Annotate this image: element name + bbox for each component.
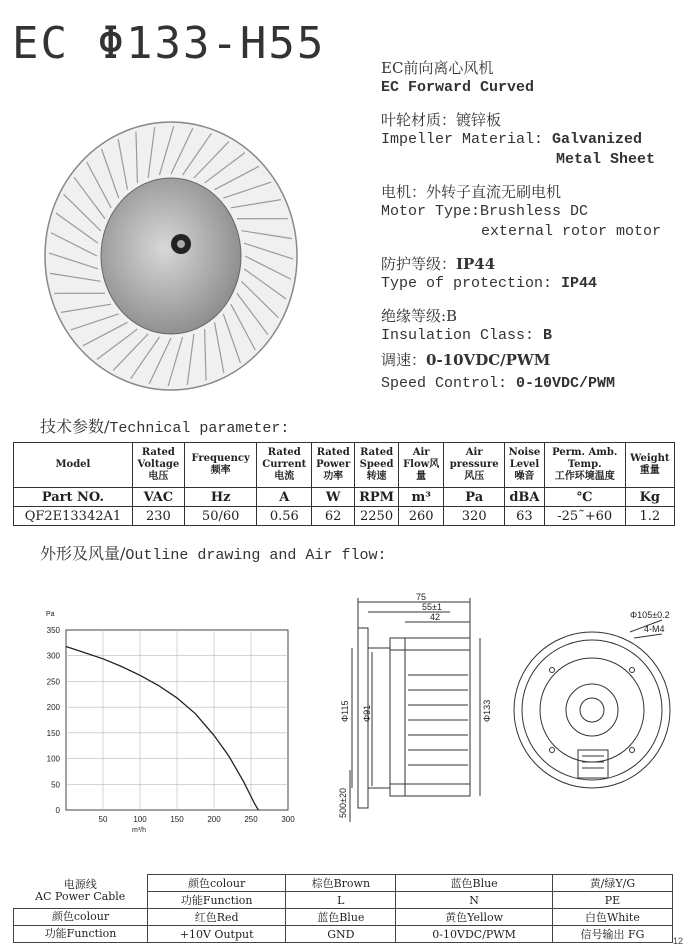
tech-header-line: Level [509,459,540,470]
tech-header-cell [625,443,674,488]
front-housing [514,632,670,788]
x-tick-label: 100 [133,815,147,824]
impeller-value-2: Metal Sheet [556,151,656,168]
tech-header-line: 电压 [148,471,169,482]
y-tick-label: 350 [46,626,60,635]
tech-header-line: 量 [416,471,427,482]
fan-type-zh: EC前向离心风机 [381,59,494,77]
cable-row4-label: 功能Function [14,926,148,943]
protection-value: IP44 [561,275,598,292]
insulation-value: B [543,327,553,344]
tech-header-cell [132,443,184,488]
cable-cell: 蓝色Blue [286,909,396,926]
dim-75: 75 [416,592,427,602]
tech-values-cell: -25˜+60 [544,507,625,526]
dim-55: 55±1 [422,602,442,612]
tech-values-cell: QF2E13342A1 [14,507,133,526]
cable-cell: 功能Function [148,892,286,909]
dim-500: 500±20 [338,788,348,818]
cable-cell: 颜色colour [148,875,286,892]
tech-header-cell [399,443,444,488]
tech-units-cell: Kg [625,488,674,507]
tech-values-cell: 320 [444,507,505,526]
tech-header-line: pressure [449,459,499,470]
page-number: 12 [672,936,683,946]
tech-units-cell: Pa [444,488,505,507]
tech-header-line: Noise [508,447,541,458]
cable-cell: GND [286,926,396,943]
dim-m4: 4-M4 [644,624,665,634]
tech-header-cell [312,443,355,488]
cable-cell: 0-10VDC/PWM [396,926,553,943]
tech-header-line: Flow风 [403,459,440,470]
protection-zh-value: IP44 [456,255,496,273]
motor-label: Motor Type:Brushless DC [381,203,589,220]
cable-cell: 红色Red [148,909,286,926]
y-tick-label: 100 [46,754,60,764]
tech-values-cell: 260 [399,507,444,526]
x-tick-label: 200 [207,815,221,824]
tech-header-line: 噪音 [514,471,535,482]
x-tick-label: 50 [98,815,108,824]
y-tick-label: 200 [46,703,60,713]
tech-header-line: Rated [141,447,175,458]
tech-table-values [14,507,675,526]
tech-header-line: Frequency [191,453,250,464]
tech-units-cell: Part NO. [14,488,133,507]
protection-label: Type of protection: [381,275,553,292]
tech-header-line: 功率 [323,471,344,482]
tech-header-line: Current [262,459,307,470]
tech-header-line: Air [412,447,430,458]
fan-type-en: EC Forward Curved [381,79,535,96]
tech-heading [40,414,289,437]
dim-42: 42 [430,612,441,622]
tech-header-line: Rated [267,447,301,458]
dim-91: Φ91 [362,704,372,722]
tech-header-cell [544,443,625,488]
impeller-zh: 叶轮材质：镀锌板 [381,111,502,129]
cable-cell: 黄色Yellow [396,909,553,926]
pressure-curve-line [66,647,258,811]
tech-header-cell [444,443,505,488]
tech-header-cell [505,443,545,488]
tech-header-line: 风压 [464,471,485,482]
tech-header-cell [355,443,399,488]
tech-units-cell: A [257,488,312,507]
tech-header-line: 电流 [274,471,295,482]
spec-block [381,58,681,394]
tech-header-line: Perm. Amb. [552,447,618,458]
tech-header-line: Air [465,447,483,458]
y-axis-label: Pa [46,611,55,618]
cable-cell: 白色White [552,909,672,926]
tech-header-line: 转速 [366,471,387,482]
cable-cell: 蓝色Blue [396,875,553,892]
tech-header-line: Power [316,459,351,470]
tech-values-cell: 230 [132,507,184,526]
tech-header-line: 重量 [639,465,660,476]
y-tick-label: 300 [46,651,60,661]
cable-cell: PE [552,892,672,909]
tech-header-line: Voltage [137,459,180,470]
tech-values-cell: 0.56 [257,507,312,526]
insulation-label: Insulation Class: [381,327,535,344]
cable-cell: 黄/绿Y/G [552,875,672,892]
tech-units-cell: dBA [505,488,545,507]
outline-heading-en: Outline drawing and Air flow: [125,547,387,564]
cable-cell: 棕色Brown [286,875,396,892]
tech-header-line: Rated [316,447,350,458]
fan-impeller-image [40,116,302,396]
tech-units-cell: m³ [399,488,444,507]
protection-zh-label: 防护等级： [381,255,457,273]
x-tick-label: 300 [281,815,295,824]
cable-cell: N [396,892,553,909]
speed-label: Speed Control: [381,375,508,392]
cable-row3-label: 颜色colour [14,909,148,926]
tech-values-cell: 62 [312,507,355,526]
tech-units-cell: W [312,488,355,507]
product-title: EC Φ133-H55 [12,18,326,69]
tech-header-cell [184,443,256,488]
cable-cell: L [286,892,396,909]
dim-105: Φ105±0.2 [630,610,670,620]
tech-values-cell: 63 [505,507,545,526]
impeller-label: Impeller Material: [381,131,544,148]
tech-heading-en: Technical parameter: [109,420,290,437]
cable-cell: 信号输出 FG [552,926,672,943]
tech-header-line: Model [55,459,91,470]
outline-heading-zh: 外形及风量/ [40,544,126,563]
tech-table-units [14,488,675,507]
motor-zh: 电机：外转子直流无刷电机 [381,183,562,201]
tech-header-line: Speed [359,459,394,470]
tech-header-line: Temp. [567,459,602,470]
dim-133: Φ133 [482,699,492,722]
tech-units-cell: ℃ [544,488,625,507]
tech-table-header [14,443,675,488]
x-tick-label: 150 [170,815,184,824]
cable-table [13,874,673,943]
tech-heading-zh: 技术参数/ [40,417,110,436]
speed-value: 0-10VDC/PWM [516,375,616,392]
tech-units-cell: Hz [184,488,256,507]
tech-units-cell: RPM [355,488,399,507]
tech-header-line: 频率 [210,465,231,476]
cable-cell: +10V Output [148,926,286,943]
tech-header-line: Rated [360,447,394,458]
speed-zh-label: 调速： [381,351,427,369]
dim-115: Φ115 [340,700,350,722]
cable-title [14,875,148,909]
tech-units-cell: VAC [132,488,184,507]
airflow-pressure-chart [30,600,300,840]
x-axis-label: m³/h [132,827,146,834]
impeller-value: Galvanized [552,131,643,148]
speed-zh-value: 0-10VDC/PWM [426,351,551,369]
cable-title-zh: 电源线 [63,878,97,892]
y-tick-label: 0 [55,806,60,815]
tech-header-line: Weight [630,453,670,464]
tech-header-line: 工作环境温度 [554,471,615,482]
y-tick-label: 50 [51,780,60,790]
outline-heading [40,541,386,564]
x-tick-label: 250 [244,815,258,824]
tech-header-cell [14,443,133,488]
motor-value-2: external rotor motor [481,223,662,240]
tech-table [13,442,675,526]
insulation-zh: 绝缘等级:B [381,307,458,325]
y-tick-label: 150 [46,728,60,738]
tech-values-cell: 1.2 [625,507,674,526]
outline-drawing [330,590,682,830]
tech-values-cell: 50/60 [184,507,256,526]
tech-values-cell: 2250 [355,507,399,526]
tech-header-cell [257,443,312,488]
y-tick-label: 250 [46,677,60,687]
cable-title-en: AC Power Cable [35,890,126,904]
